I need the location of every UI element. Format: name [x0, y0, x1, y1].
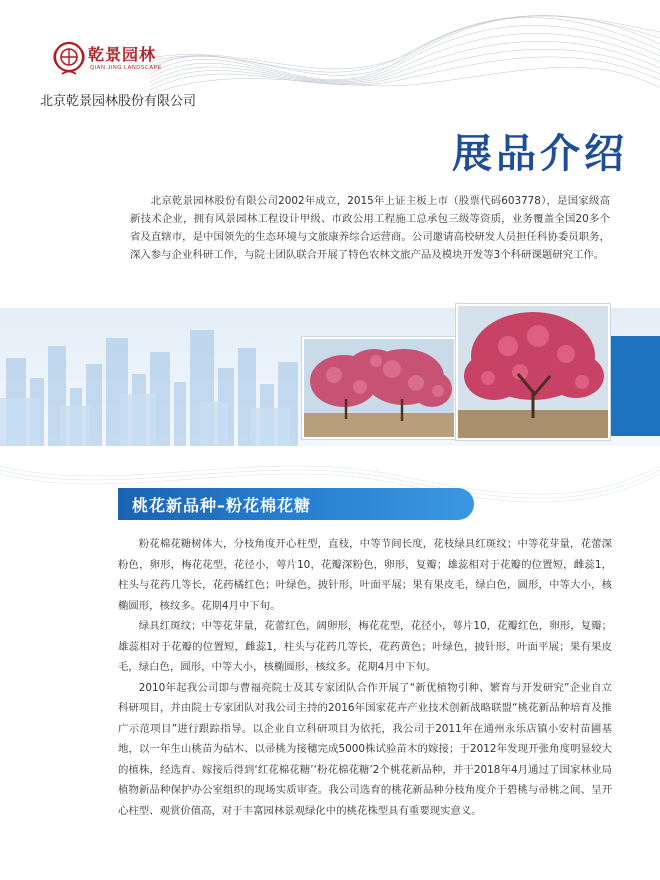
section-title: 桃花新品种–粉花棉花糖	[132, 496, 312, 515]
company-intro: 北京乾景园林股份有限公司2002年成立，2015年上证主板上市（股票代码603778），是国家级高新技术企业，拥有风景园林工程设计甲级、市政公用工程施工总承包三级等资质，业务覆盖全国20多个省及直辖市，是中国领先的生态环境与文旅康养综合运营商。公司邀请高校研发人员担任科协委员职务，深入参与企业科研工作，与院士团队联合开展了特色农林文旅产品及模块开发等3个科研课题研究工作。	[130, 195, 610, 261]
company-name: 北京乾景园林股份有限公司	[40, 94, 197, 109]
logo-emblem-icon	[52, 40, 86, 78]
paragraph-variety-traits: 绿具红斑纹；中等花芽量，花蕾红色，阔卵形，梅花花型，花径小，萼片10，花瓣红色，卵形，复瓣；雄蕊相对于花瓣的位置短，雌蕊1，柱头与花药几等长，花药黄色；叶绿色，披针形，叶面平展；果有果皮毛，绿白色，圆形，中等大小，核椭圆形，核纹多。花期4月中下旬。	[118, 620, 612, 673]
peach-tree-photo-2	[456, 304, 610, 440]
section-content	[118, 534, 612, 821]
section-header-bar	[118, 488, 474, 520]
logo-wordmark: 乾景园林	[88, 45, 157, 64]
paragraph-research-history: 2010年起我公司即与曹福亮院士及其专家团队合作开展了“新优植物引种、繁育与开发研究”企业自立科研项目，并由院士专家团队对我公司主持的2016年国家花卉产业技术创新战略联盟“桃花新品种培育及推广示范项目”进行跟踪指导。以企业自立科研项目为依托，我公司于2011年在通州永乐店镇小安村苗圃基地，以一年生山桃苗为砧木、以帚桃为接穗完成5000株试验苗木的嫁接；于2012年发现开张角度明显较大的植株，经选育、嫁接后得到‘红花棉花糖’‘粉花棉花糖’2个桃花新品种，并于2018年4月通过了国家林业局植物新品种保护办公室组织的现场实质审查。我公司选育的桃花新品种分枝角度介于碧桃与帚桃之间、呈开心柱型、观赏价值高，对于丰富园林景观绿化中的桃花株型具有重要现实意义。	[118, 681, 612, 817]
page-title: 展品介绍	[452, 131, 628, 177]
paragraph-variety-description: 粉花棉花糖树体大，分枝角度开心柱型，直枝，中等节间长度，花枝绿具红斑纹；中等花芽量，花蕾深粉色，卵形，梅花花型，花径小，萼片10，花瓣深粉色，卵形，复瓣；雄蕊相对于花瓣的位置短，雌蕊1，柱头与花药几等长，花药橘红色；叶绿色，披针形，叶面平展；果有果皮毛，绿白色，圆形，中等大小，核椭圆形，核纹多。花期4月中下旬。	[118, 538, 612, 612]
peach-tree-photo-1	[302, 337, 456, 439]
logo-english-name: QIAN JING LANDSCAPE	[90, 65, 162, 71]
city-skyline-illustration	[0, 318, 310, 446]
wave-line-decoration	[150, 0, 660, 140]
company-logo	[52, 40, 172, 86]
